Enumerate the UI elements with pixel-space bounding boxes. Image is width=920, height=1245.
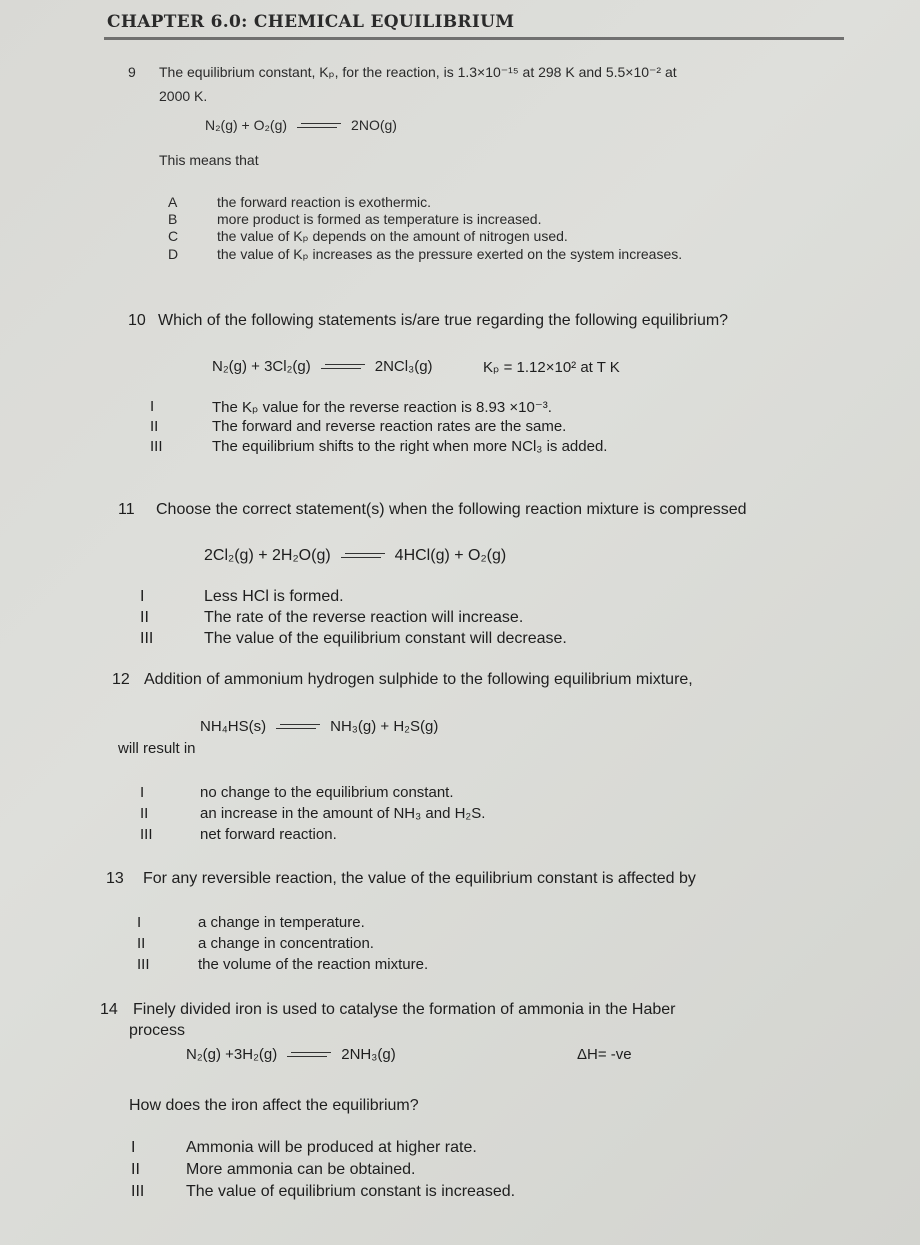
equilibrium-arrow-icon — [287, 1051, 331, 1059]
statement-text: The equilibrium shifts to the right when more NCl₃ is added. — [212, 438, 608, 455]
statement-numeral: II — [131, 1161, 140, 1178]
statement-text: a change in concentration. — [198, 935, 374, 952]
statement-text: The Kₚ value for the reverse reaction is 8.93 ×10⁻³. — [212, 399, 552, 416]
question-stem: The equilibrium constant, Kₚ, for the reaction, is 1.3×10⁻¹⁵ at 298 K and 5.5×10⁻² at — [159, 64, 677, 80]
statement-text: no change to the equilibrium constant. — [200, 784, 454, 801]
equilibrium-arrow-icon — [276, 723, 320, 731]
question-stem: Choose the correct statement(s) when the following reaction mixture is compressed — [156, 501, 747, 518]
equation — [212, 358, 433, 375]
statement-numeral: II — [140, 609, 149, 626]
question-number: 13 — [106, 870, 124, 887]
equation-right: NH₃(g) + H₂S(g) — [330, 718, 439, 735]
equation — [200, 718, 438, 735]
equation-left: N₂(g) + O₂(g) — [205, 117, 288, 133]
statement-text: a change in temperature. — [198, 914, 365, 931]
statement-text: More ammonia can be obtained. — [186, 1161, 416, 1178]
statement-text: an increase in the amount of NH₃ and H₂S. — [200, 805, 486, 822]
statement-numeral: I — [140, 588, 145, 605]
statement-numeral: I — [140, 784, 145, 801]
statement-text: Less HCl is formed. — [204, 588, 344, 605]
statement-numeral: I — [137, 914, 142, 931]
option-letter: C — [168, 228, 179, 244]
equilibrium-arrow-icon — [297, 122, 341, 130]
statement-numeral: III — [150, 438, 163, 455]
question-number: 11 — [118, 501, 135, 518]
equation — [204, 547, 506, 565]
question-number: 14 — [100, 1001, 118, 1018]
question-number: 9 — [128, 64, 136, 80]
option-letter: B — [168, 211, 178, 227]
statement-text: net forward reaction. — [200, 826, 337, 843]
question-number: 10 — [128, 312, 146, 329]
chapter-title: CHAPTER 6.0: CHEMICAL EQUILIBRIUM — [107, 12, 515, 32]
equation-right: 2NO(g) — [351, 117, 397, 133]
statement-numeral: III — [140, 826, 153, 843]
equation-left: N₂(g) +3H₂(g) — [186, 1046, 278, 1063]
statement-numeral: III — [137, 956, 150, 973]
option-text: the value of Kₚ increases as the pressure exerted on the system increases. — [217, 246, 683, 262]
statement-numeral: III — [140, 630, 154, 647]
question-stem: Addition of ammonium hydrogen sulphide to the following equilibrium mixture, — [144, 671, 693, 688]
statement-numeral: II — [137, 935, 146, 952]
statement-text: Ammonia will be produced at higher rate. — [186, 1139, 477, 1156]
question-stem: 2000 K. — [159, 88, 208, 104]
option-text: the forward reaction is exothermic. — [217, 194, 431, 210]
question-stem: For any reversible reaction, the value of the equilibrium constant is affected by — [143, 870, 696, 887]
equation-left: 2Cl₂(g) + 2H₂O(g) — [204, 547, 331, 564]
statement-text: The rate of the reverse reaction will increase. — [204, 609, 524, 626]
equation — [205, 117, 397, 133]
question-stem: Which of the following statements is/are true regarding the following equilibrium? — [158, 312, 729, 329]
statement-text: the volume of the reaction mixture. — [198, 956, 429, 973]
title-divider — [104, 37, 844, 40]
question-stem: Finely divided iron is used to catalyse the formation of ammonia in the Haber — [133, 1001, 676, 1018]
equilibrium-constant: Kₚ = 1.12×10² at T K — [483, 359, 620, 376]
equation-right: 2NH₃(g) — [341, 1046, 396, 1063]
equilibrium-arrow-icon — [321, 363, 365, 371]
statement-text: The value of equilibrium constant is increased. — [186, 1183, 516, 1200]
equation-right: 4HCl(g) + O₂(g) — [394, 547, 507, 564]
statement-text: The value of the equilibrium constant will decrease. — [204, 630, 567, 647]
question-lead: This means that — [159, 152, 259, 168]
statement-numeral: I — [131, 1139, 136, 1156]
statement-numeral: III — [131, 1183, 145, 1200]
question-stem: process — [129, 1022, 186, 1039]
option-text: more product is formed as temperature is increased. — [217, 211, 542, 227]
equilibrium-arrow-icon — [341, 552, 385, 560]
equation-left: NH₄HS(s) — [200, 718, 267, 735]
equation-left: N₂(g) + 3Cl₂(g) — [212, 358, 311, 375]
enthalpy-change: ΔH= -ve — [577, 1046, 632, 1063]
statement-numeral: II — [140, 805, 149, 822]
question-tail: will result in — [118, 740, 196, 757]
equation — [186, 1046, 396, 1063]
question-lead: How does the iron affect the equilibrium? — [129, 1097, 419, 1114]
question-number: 12 — [112, 671, 130, 688]
option-letter: D — [168, 246, 179, 262]
option-letter: A — [168, 194, 178, 210]
statement-text: The forward and reverse reaction rates are the same. — [212, 418, 567, 435]
option-text: the value of Kₚ depends on the amount of nitrogen used. — [217, 228, 568, 244]
statement-numeral: II — [150, 418, 159, 435]
statement-numeral: I — [150, 398, 155, 415]
equation-right: 2NCl₃(g) — [374, 358, 433, 375]
